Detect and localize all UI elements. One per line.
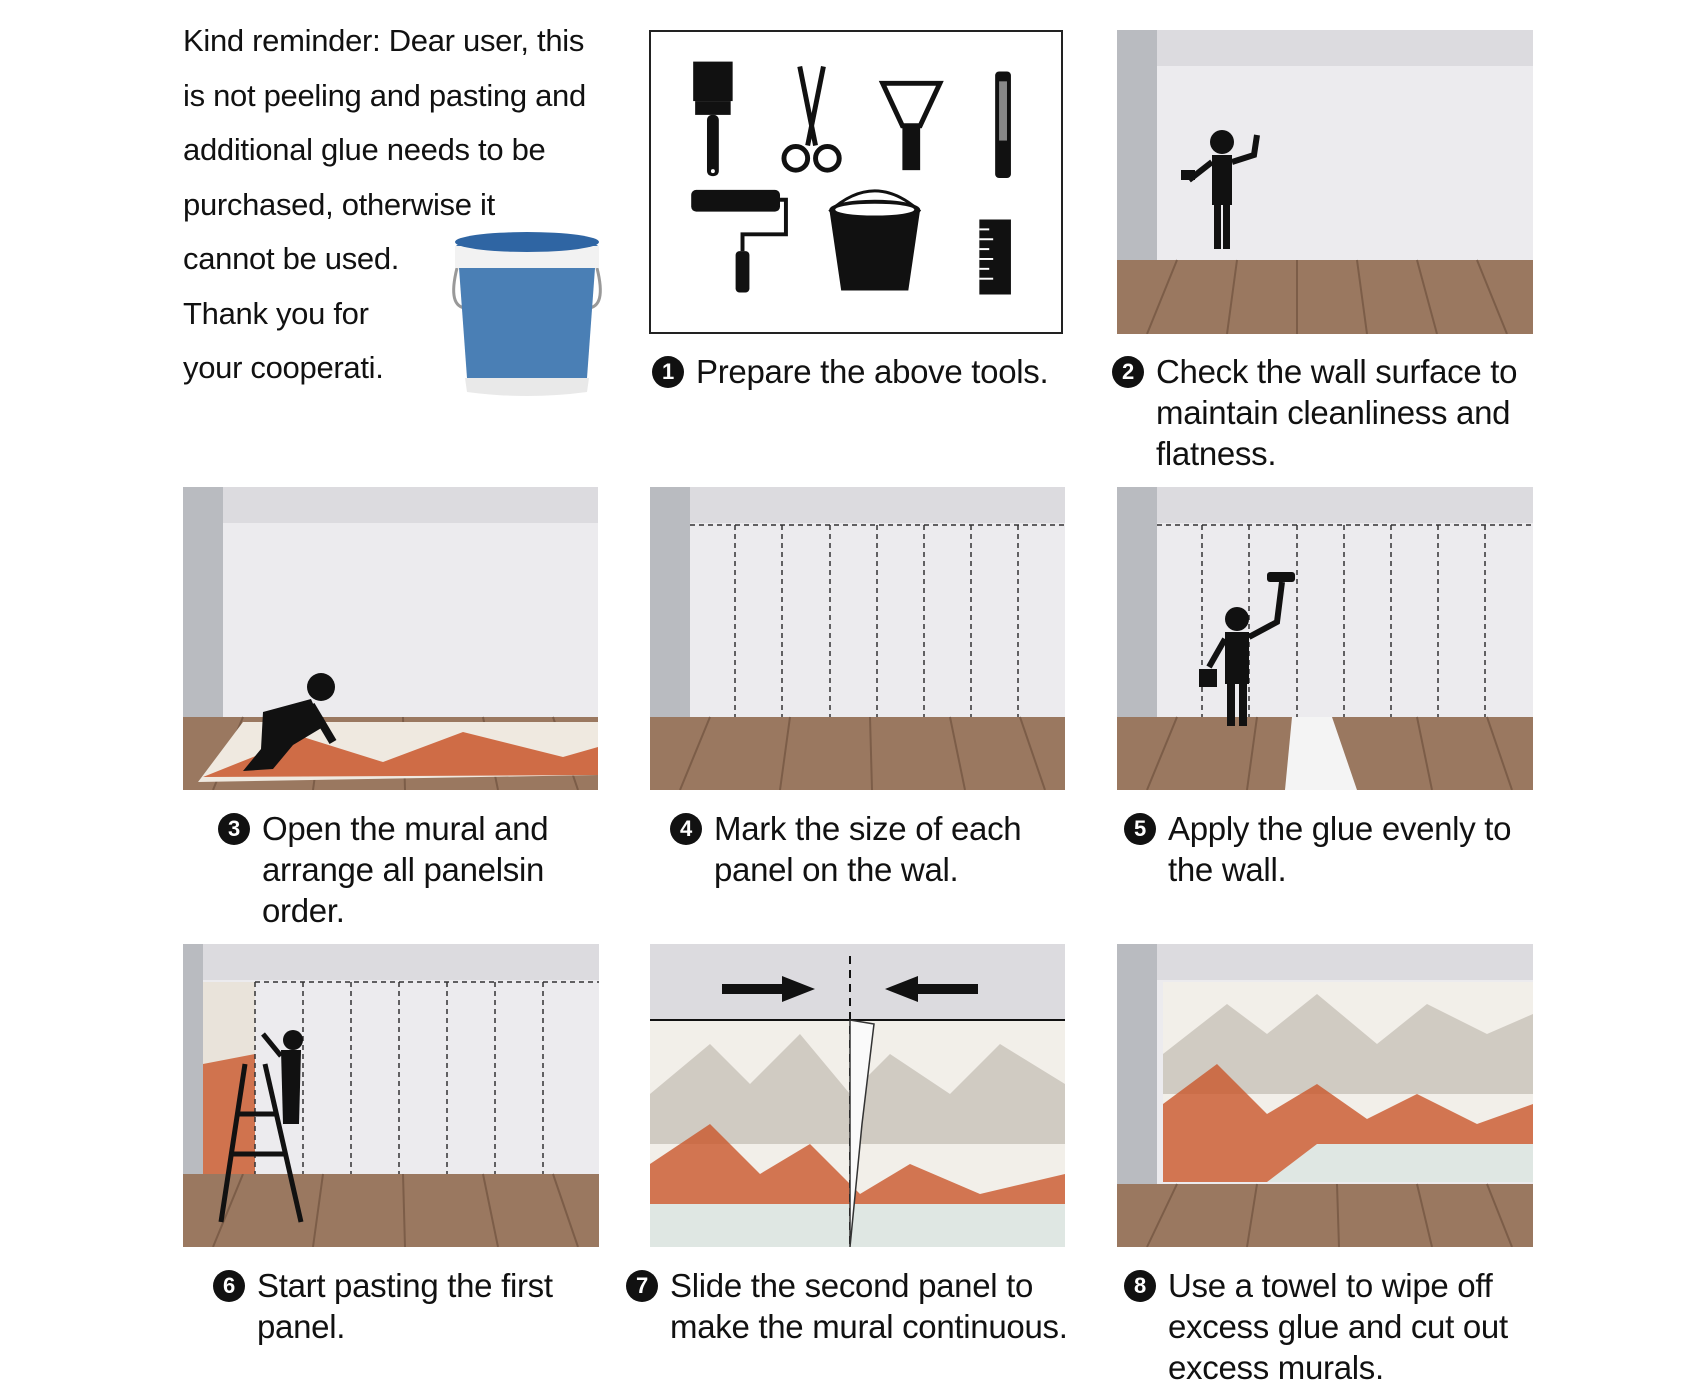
step-2-image <box>1117 30 1533 334</box>
step-7-image <box>650 944 1065 1247</box>
reminder-line: your cooperati. <box>183 350 384 385</box>
utility-knife-icon <box>995 71 1011 178</box>
step-2-caption: 2 Check the wall surface to maintain cleanliness and flatness. <box>1112 351 1517 474</box>
step-number-badge: 6 <box>213 1270 245 1302</box>
bucket-icon <box>829 191 920 291</box>
step-4-image <box>650 487 1065 790</box>
reminder-line: is not peeling and pasting and <box>183 77 586 113</box>
reminder-line: Thank you for <box>183 295 369 331</box>
step-5-caption: 5 Apply the glue evenly to the wall. <box>1124 808 1511 890</box>
step-6-image <box>183 944 599 1247</box>
step-number-badge: 4 <box>670 813 702 845</box>
step-5-image <box>1117 487 1533 790</box>
step-number-badge: 3 <box>218 813 250 845</box>
step-1-caption: 1 Prepare the above tools. <box>652 351 1048 392</box>
step-7-caption: 7 Slide the second panel to make the mural continuous. <box>626 1265 1068 1347</box>
reminder-line: additional glue needs to be <box>183 132 546 167</box>
ruler-icon <box>979 220 1011 295</box>
brush-icon <box>693 62 732 176</box>
step-3-image <box>183 487 598 790</box>
reminder-line: purchased, otherwise it <box>183 186 495 222</box>
step-4-caption: 4 Mark the size of each panel on the wal. <box>670 808 1021 890</box>
step-3-caption: 3 Open the mural and arrange all panelsin order. <box>218 808 548 931</box>
step-number-badge: 5 <box>1124 813 1156 845</box>
scraper-icon <box>883 83 940 170</box>
glue-bucket-icon <box>447 228 607 398</box>
step-number-badge: 7 <box>626 1270 658 1302</box>
scissors-icon <box>784 67 839 171</box>
step-6-caption: 6 Start pasting the first panel. <box>213 1265 553 1347</box>
step-8-image <box>1117 944 1533 1247</box>
step-8-caption: 8 Use a towel to wipe off excess glue and cut out excess murals. <box>1124 1265 1508 1388</box>
step-number-badge: 1 <box>652 356 684 388</box>
reminder-line: cannot be used. <box>183 241 400 276</box>
step-number-badge: 8 <box>1124 1270 1156 1302</box>
reminder-line: Kind reminder: Dear user, this <box>183 23 585 58</box>
paint-roller-icon <box>691 190 786 293</box>
step-number-badge: 2 <box>1112 356 1144 388</box>
tools-panel <box>649 30 1063 334</box>
